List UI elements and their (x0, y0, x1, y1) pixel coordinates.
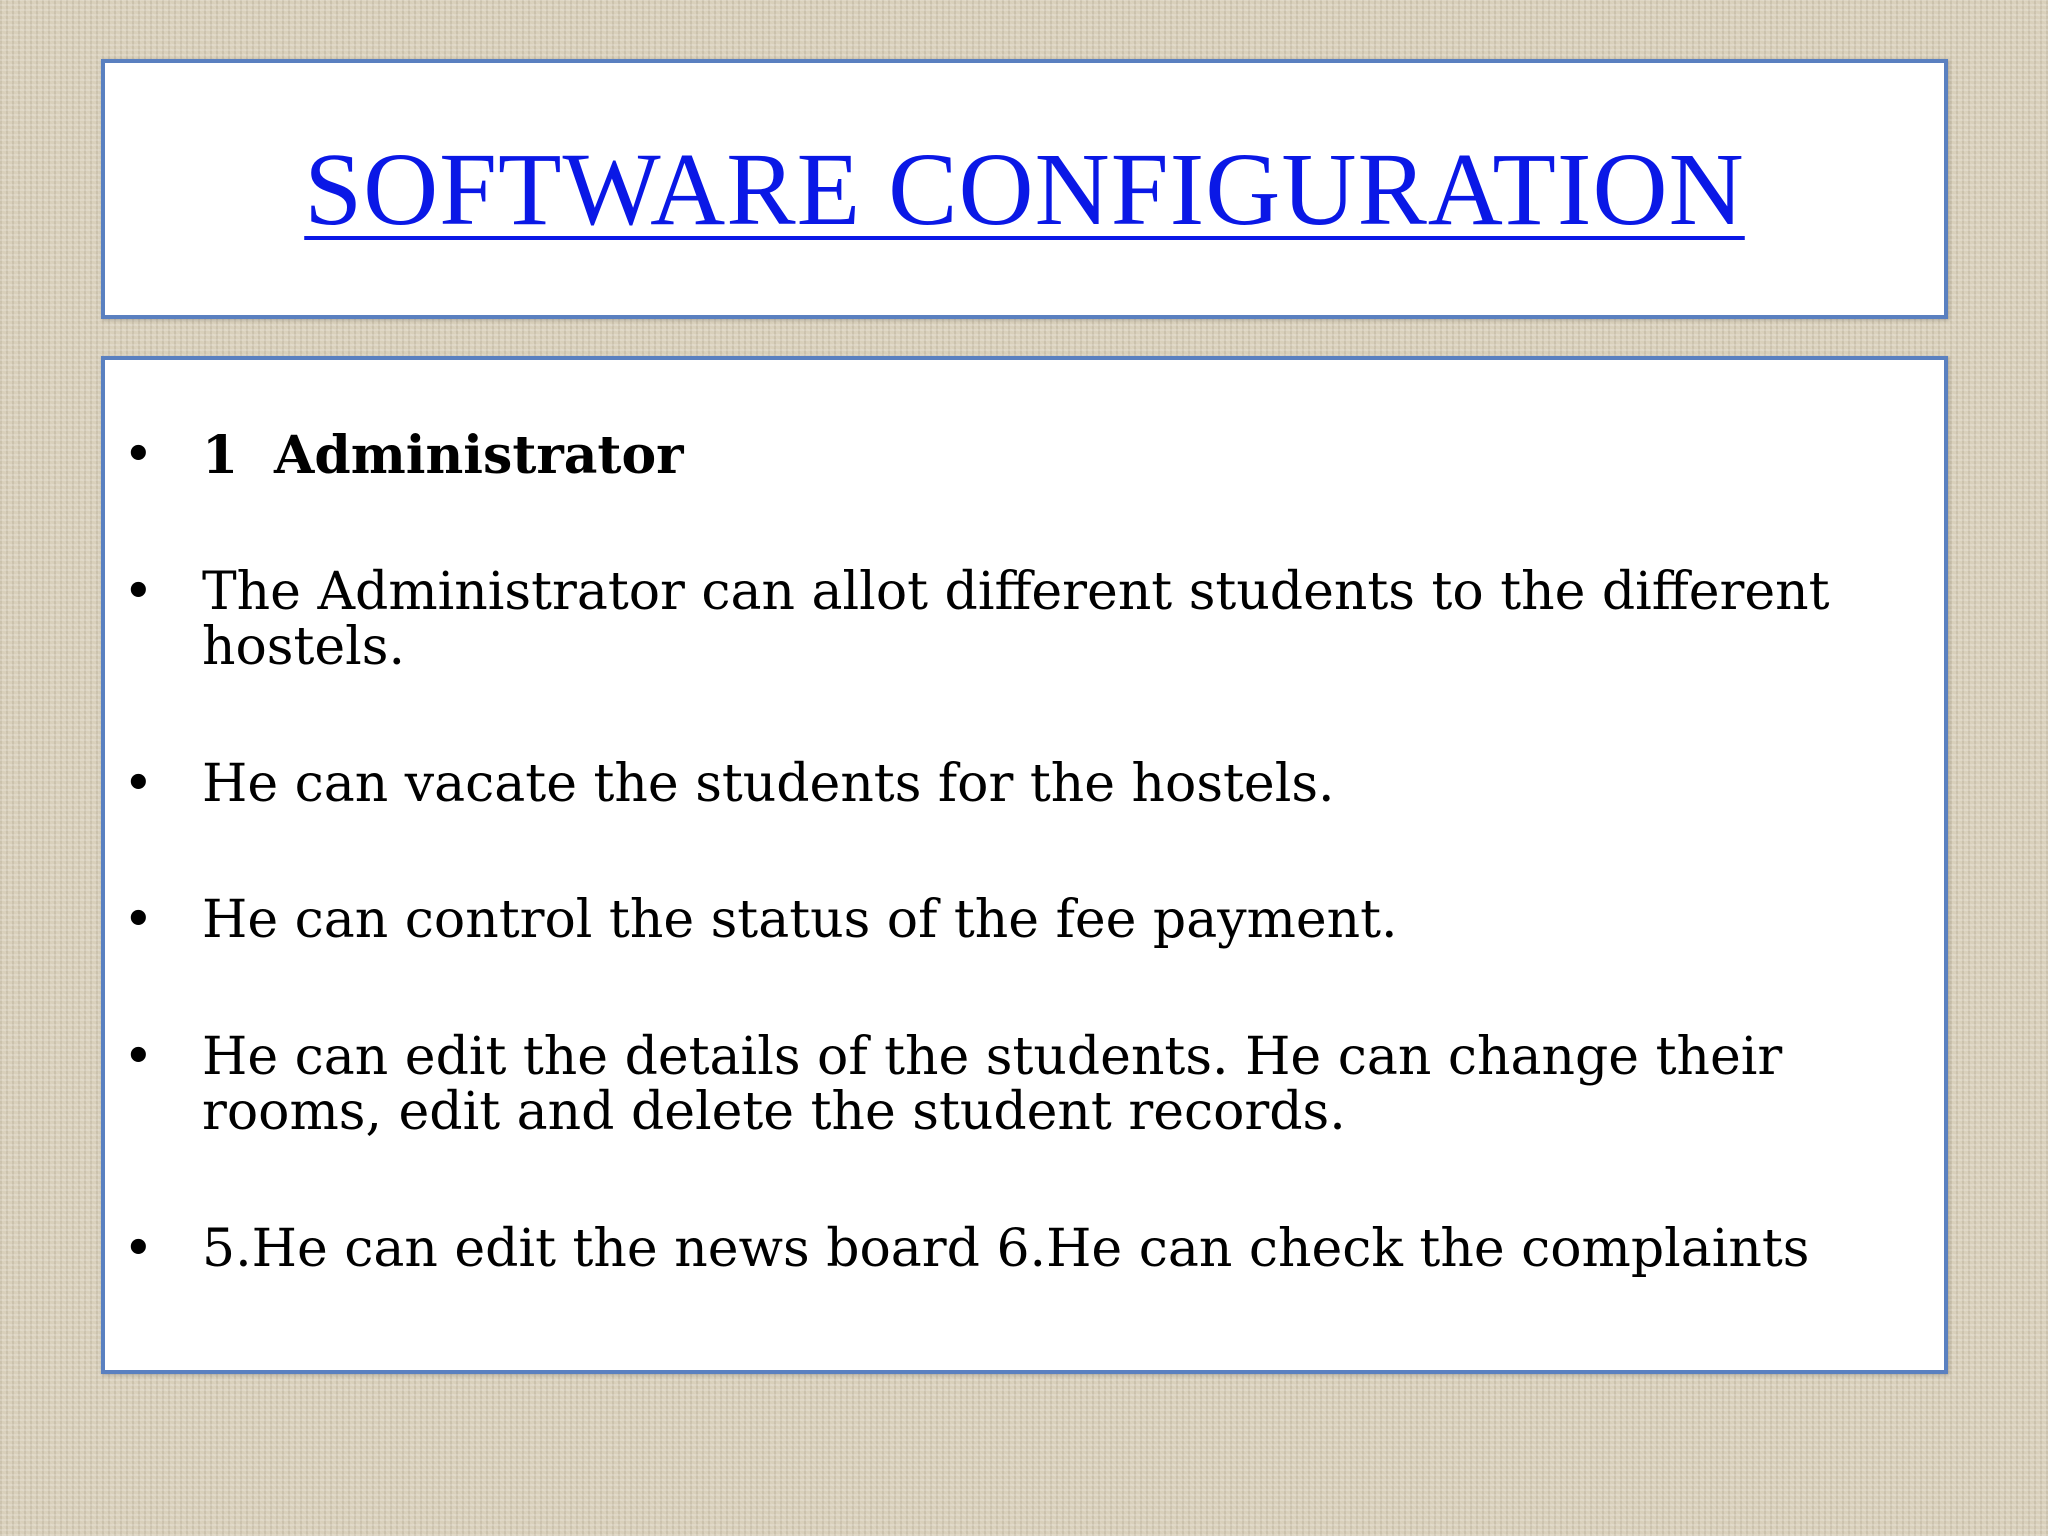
bullet-marker: • (123, 754, 154, 814)
bullet-text: 5.He can edit the news board 6.He can check the complaints (202, 1219, 1810, 1279)
bullet-marker: • (123, 562, 154, 622)
content-box (101, 356, 1948, 1374)
heading-number: 1 (202, 425, 239, 486)
bullet-text: The Administrator can allot different students to the different hostels. (202, 562, 1830, 677)
heading-text (202, 425, 1930, 486)
bullet-marker: • (123, 425, 154, 485)
bullet-text: He can vacate the students for the hostels. (202, 754, 1335, 814)
heading-label: Administrator (274, 425, 684, 486)
slide-title: SOFTWARE CONFIGURATION (304, 131, 1745, 247)
title-box (101, 59, 1948, 319)
bullet-marker: • (123, 1219, 154, 1279)
bullet-marker: • (123, 1027, 154, 1087)
bullet-text: He can control the status of the fee payment. (202, 890, 1398, 950)
bullet-marker: • (123, 890, 154, 950)
bullet-text: He can edit the details of the students. He can change their rooms, edit and delete the student records. (202, 1027, 1783, 1142)
